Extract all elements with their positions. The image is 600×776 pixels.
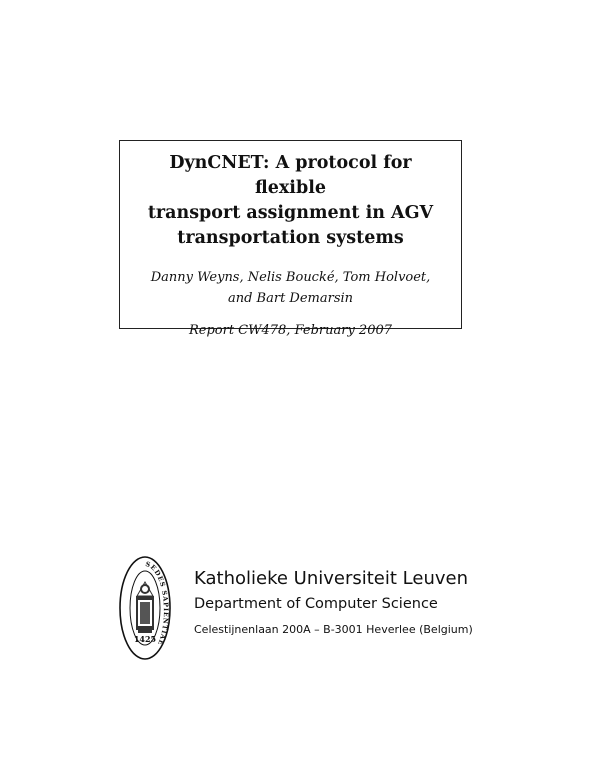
title-line: DynCNET: A protocol for flexible: [169, 153, 412, 198]
title-line: transport assignment in AGV: [147, 203, 434, 223]
author-line: and Bart Demarsin: [227, 291, 354, 306]
report-authors: [120, 267, 461, 309]
department-name: Department of Computer Science: [194, 596, 438, 612]
university-name: Katholieke Universiteit Leuven: [194, 568, 468, 589]
report-title: [134, 151, 447, 251]
title-line: transportation systems: [177, 228, 404, 248]
author-line: Danny Weyns, Nelis Boucké, Tom Holvoet,: [150, 270, 431, 285]
university-seal-logo: [119, 556, 171, 660]
report-number: Report CW478, February 2007: [188, 323, 393, 338]
department-address: Celestijnenlaan 200A – B-3001 Heverlee (Belgium): [194, 623, 473, 636]
seal-motto: SEDES SAPIENTIAE: [144, 559, 170, 647]
seal-year: 1425: [133, 634, 157, 644]
institution-block: [194, 566, 473, 638]
report-title-box: [119, 140, 462, 338]
